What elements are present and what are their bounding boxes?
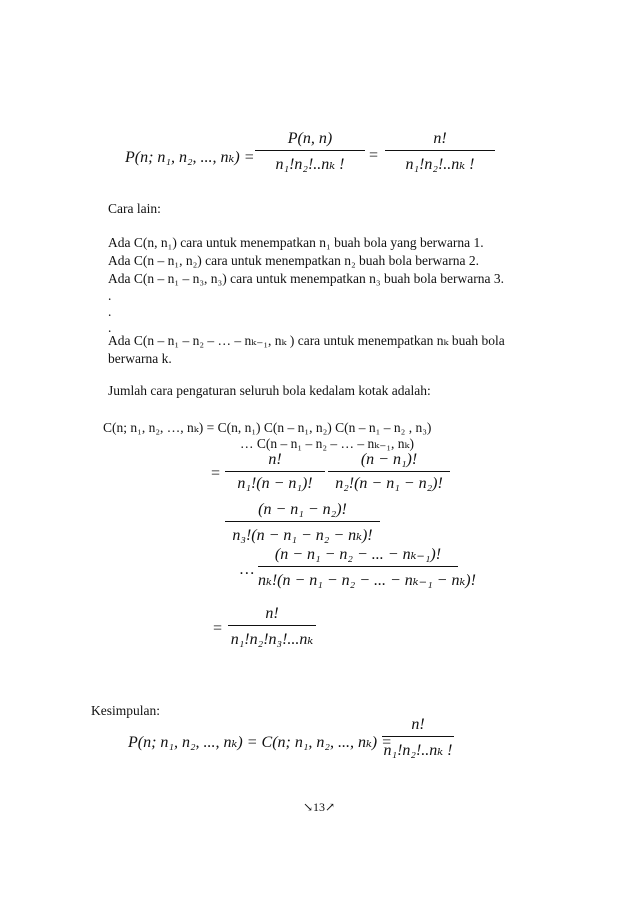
- fraction-bar: [385, 150, 495, 151]
- fraction-bar: [382, 736, 454, 737]
- result-equals: =: [212, 620, 223, 637]
- fraction-numerator: n!: [433, 130, 447, 147]
- derivation-line-2: … C(n – n₁ – n₂ – … – nₖ₋₁, nₖ): [240, 436, 414, 451]
- final-eq-lhs: P(n; n₁, n₂, ..., nₖ) = C(n; n₁, n₂, ..., nₖ) =: [128, 734, 392, 751]
- fraction-denominator: n₂!(n − n₁ − n₂)!: [335, 475, 443, 492]
- top-eq-equals: =: [368, 147, 379, 164]
- derivation-equals: =: [210, 465, 221, 482]
- cara-lain-heading: Cara lain:: [108, 201, 161, 216]
- fraction-bar: [258, 566, 458, 567]
- top-eq-fraction-1: [255, 130, 365, 174]
- fraction-denominator: n₁!n₂!..nₖ !: [275, 156, 345, 173]
- step-3: Ada C(n – n₁ – n₃, n₃) cara untuk menempatkan n₃ buah bola berwarna 3.: [108, 271, 504, 286]
- step-2: Ada C(n – n₁, n₂) cara untuk menempatkan n₂ buah bola berwarna 2.: [108, 253, 479, 268]
- last-step-line-2: berwarna k.: [108, 351, 172, 366]
- fraction-c: [225, 501, 380, 545]
- kesimpulan-heading: Kesimpulan:: [91, 703, 160, 718]
- derivation-line-1: C(n; n₁, n₂, …, nₖ) = C(n, n₁) C(n – n₁, n₂) C(n – n₁ – n₂ , n₃): [103, 420, 432, 435]
- fraction-bar: [255, 150, 365, 151]
- fraction-d: [258, 544, 476, 590]
- fraction-numerator: n!: [265, 605, 279, 622]
- ellipsis-dot: .: [108, 288, 112, 303]
- fraction-bar: [228, 625, 316, 626]
- fraction-denominator: n₁!n₂!n₃!...nₖ: [230, 631, 314, 648]
- fraction-numerator: P(n, n): [287, 130, 333, 147]
- fraction-numerator: (n − n₁ − n₂ − ... − nₖ₋₁)!: [274, 546, 442, 563]
- fraction-denominator: n₁!(n − n₁)!: [237, 475, 313, 492]
- fraction-bar: [225, 471, 325, 472]
- fraction-denominator: nₖ!(n − n₁ − n₂ − ... − nₖ₋₁ − nₖ)!: [258, 572, 476, 589]
- derivation-ellipsis: …: [240, 561, 255, 578]
- final-eq-fraction: [382, 716, 454, 760]
- fraction-numerator: n!: [268, 451, 282, 468]
- top-eq-lhs: P(n; n₁, n₂, ..., nₖ) =: [125, 149, 255, 166]
- fraction-numerator: n!: [411, 716, 425, 733]
- fraction-b: [328, 451, 450, 493]
- fraction-bar: [328, 471, 450, 472]
- step-1: Ada C(n, n₁) cara untuk menempatkan n₁ buah bola yang berwarna 1.: [108, 235, 484, 250]
- fraction-numerator: (n − n₁ − n₂)!: [258, 501, 347, 518]
- last-step-line-1: Ada C(n – n₁ – n₂ – … – nₖ₋₁, nₖ ) cara untuk menempatkan nₖ buah bola: [108, 333, 505, 348]
- fraction-numerator: (n − n₁)!: [360, 451, 418, 468]
- page-number: ↘13↗: [303, 800, 336, 814]
- fraction-denominator: n₁!n₂!..nₖ !: [405, 156, 475, 173]
- result-fraction: [228, 605, 316, 649]
- fraction-denominator: n₁!n₂!..nₖ !: [383, 742, 453, 759]
- ellipsis-dot: .: [108, 304, 112, 319]
- fraction-bar: [225, 521, 380, 522]
- jumlah-sentence: Jumlah cara pengaturan seluruh bola kedalam kotak adalah:: [108, 383, 431, 398]
- fraction-a: [225, 451, 325, 493]
- fraction-denominator: n₃!(n − n₁ − n₂ − nₖ)!: [232, 527, 373, 544]
- ellipsis-dot: .: [108, 320, 112, 335]
- top-eq-fraction-2: [385, 130, 495, 174]
